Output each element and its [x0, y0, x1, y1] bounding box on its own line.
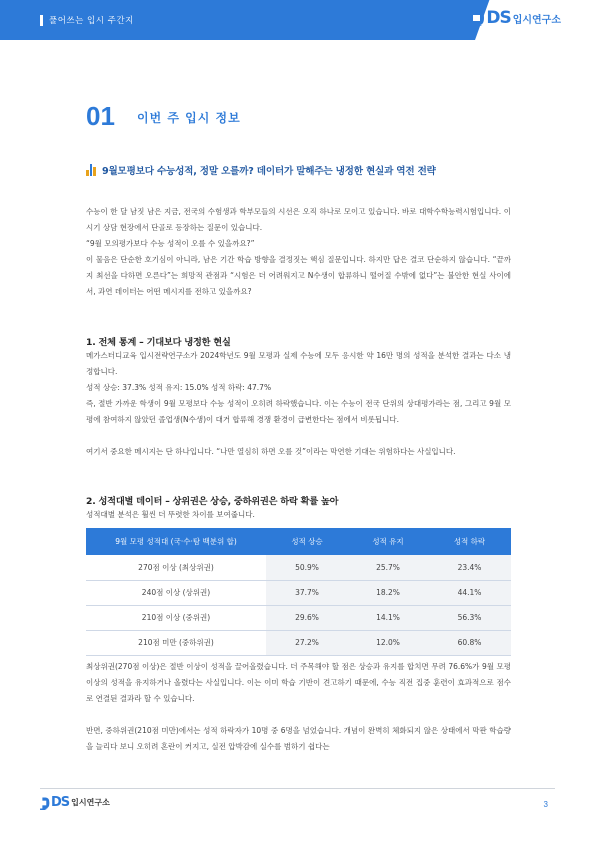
table-cell: 44.1% — [428, 580, 511, 605]
footer-divider — [40, 788, 555, 789]
intro-question: “9월 모의평가보다 수능 성적이 오를 수 있을까요?” — [86, 239, 255, 248]
section-number: 01 — [86, 101, 115, 131]
section1-paragraph-1: 메가스터디교육 입시전략연구소가 2024학년도 9월 모평과 실제 수능에 모두 응시한 약 16만 명의 성적을 분석한 결과는 다소 냉정합니다. — [86, 351, 511, 376]
logo-mark: DS — [51, 795, 70, 810]
table-cell: 210점 이상 (중위권) — [86, 605, 266, 630]
logo-mark: DS — [486, 8, 511, 28]
table-cell: 210점 미만 (중하위권) — [86, 630, 266, 655]
table-row — [86, 630, 511, 655]
table-cell: 37.7% — [266, 580, 348, 605]
page-number: 3 — [543, 800, 548, 809]
table-cell: 270점 이상 (최상위권) — [86, 555, 266, 580]
table-cell: 12.0% — [348, 630, 428, 655]
table-cell: 27.2% — [266, 630, 348, 655]
header-series — [40, 0, 134, 40]
logo-icon — [40, 796, 51, 810]
section1-stats: 성적 상승: 37.3% 성적 유지: 15.0% 성적 하락: 47.7% — [86, 383, 272, 392]
table-cell: 25.7% — [348, 555, 428, 580]
table-header-cell: 성적 상승 — [266, 528, 348, 555]
section2-paragraph-1: 최상위권(270점 이상)은 절반 이상이 성적을 끌어올렸습니다. 더 주목해야 할 점은 상승과 유지를 합치면 무려 76.6%가 9월 모평 이상의 성적을 유지하거나 올렸다는 사실입니다. 이는 이미 학습 기반이 견고하기 때문에, 수능 직전 집중 훈련이 효과적으로 점수로 연결된 결과라 할 수 있습니다. — [86, 662, 511, 703]
section1-paragraph-3: 여기서 중요한 메시지는 단 하나입니다. “나만 열심히 하면 오를 것”이라는 막연한 기대는 위험하다는 사실입니다. — [86, 447, 456, 456]
section-title: 이번 주 입시 정보 — [137, 111, 241, 125]
table-cell: 240점 이상 (상위권) — [86, 580, 266, 605]
intro-paragraph-1: 수능이 한 달 남짓 남은 지금, 전국의 수험생과 학부모들의 시선은 오직 하나로 모이고 있습니다. 바로 대학수학능력시험입니다. 이 시기 상담 현장에서 단골로 등장하는 질문이 있습니다. — [86, 207, 511, 232]
table-cell: 14.1% — [348, 605, 428, 630]
table-cell: 50.9% — [266, 555, 348, 580]
table-header-cell: 9월 모평 성적대 (국·수·탐 백분위 합) — [86, 528, 266, 555]
table-row — [86, 605, 511, 630]
brand-logo — [472, 8, 561, 28]
table-cell: 29.6% — [266, 605, 348, 630]
section2-heading: 2. 성적대별 데이터 – 상위권은 상승, 중하위권은 하락 확률 높아 — [86, 496, 339, 507]
intro-paragraph-2: 이 물음은 단순한 호기심이 아니라, 남은 기간 학습 방향을 결정짓는 핵심 질문입니다. 하지만 답은 결코 단순하지 않습니다. “끝까지 최선을 다하면 오른다”는 희망적 관점과 “시험은 더 어려워지고 N수생이 합류하니 떨어질 수밖에 없다”는 불안한 현실 사이에서, 과연 데이터는 어떤 메시지를 전하고 있을까요? — [86, 255, 511, 296]
score-change-table — [86, 528, 511, 656]
table-header-row — [86, 528, 511, 555]
section2-lead: 성적대별 분석은 훨씬 더 뚜렷한 차이를 보여줍니다. — [86, 510, 255, 519]
table-cell: 18.2% — [348, 580, 428, 605]
footer-logo — [40, 795, 110, 810]
section1-paragraph-2: 즉, 절반 가까운 학생이 9월 모평보다 수능 성적이 오히려 하락했습니다. 이는 수능이 전국 단위의 상대평가라는 점, 그리고 9월 모평에 참여하지 않았던 졸업생(N수생)이 대거 합류해 경쟁 환경이 급변한다는 점에서 비롯됩니다. — [86, 399, 511, 424]
series-title: 풀어쓰는 입시 주간지 — [49, 16, 134, 26]
logo-text: 입시연구소 — [71, 798, 110, 807]
logo-text: 입시연구소 — [512, 14, 561, 26]
table-header-cell: 성적 유지 — [348, 528, 428, 555]
bar-chart-icon — [86, 164, 96, 176]
logo-icon — [472, 9, 486, 27]
section1-heading: 1. 전체 통계 – 기대보다 냉정한 현실 — [86, 337, 231, 348]
table-header-cell: 성적 하락 — [428, 528, 511, 555]
article-headline — [86, 163, 436, 177]
table-cell: 60.8% — [428, 630, 511, 655]
table-cell: 56.3% — [428, 605, 511, 630]
table-row — [86, 580, 511, 605]
table-cell: 23.4% — [428, 555, 511, 580]
headline-text: 9월모평보다 수능성적, 정말 오를까? 데이터가 말해주는 냉정한 현실과 역전 전략 — [102, 166, 436, 177]
table-row — [86, 555, 511, 580]
header-marker — [40, 15, 43, 26]
section2-paragraph-2: 반면, 중하위권(210점 미만)에서는 성적 하락자가 10명 중 6명을 넘었습니다. 개념이 완벽히 체화되지 않은 상태에서 막판 학습량을 늘리다 보니 오히려 혼란이 커지고, 실전 압박감에 실수를 범하기 쉽다는 — [86, 726, 511, 751]
